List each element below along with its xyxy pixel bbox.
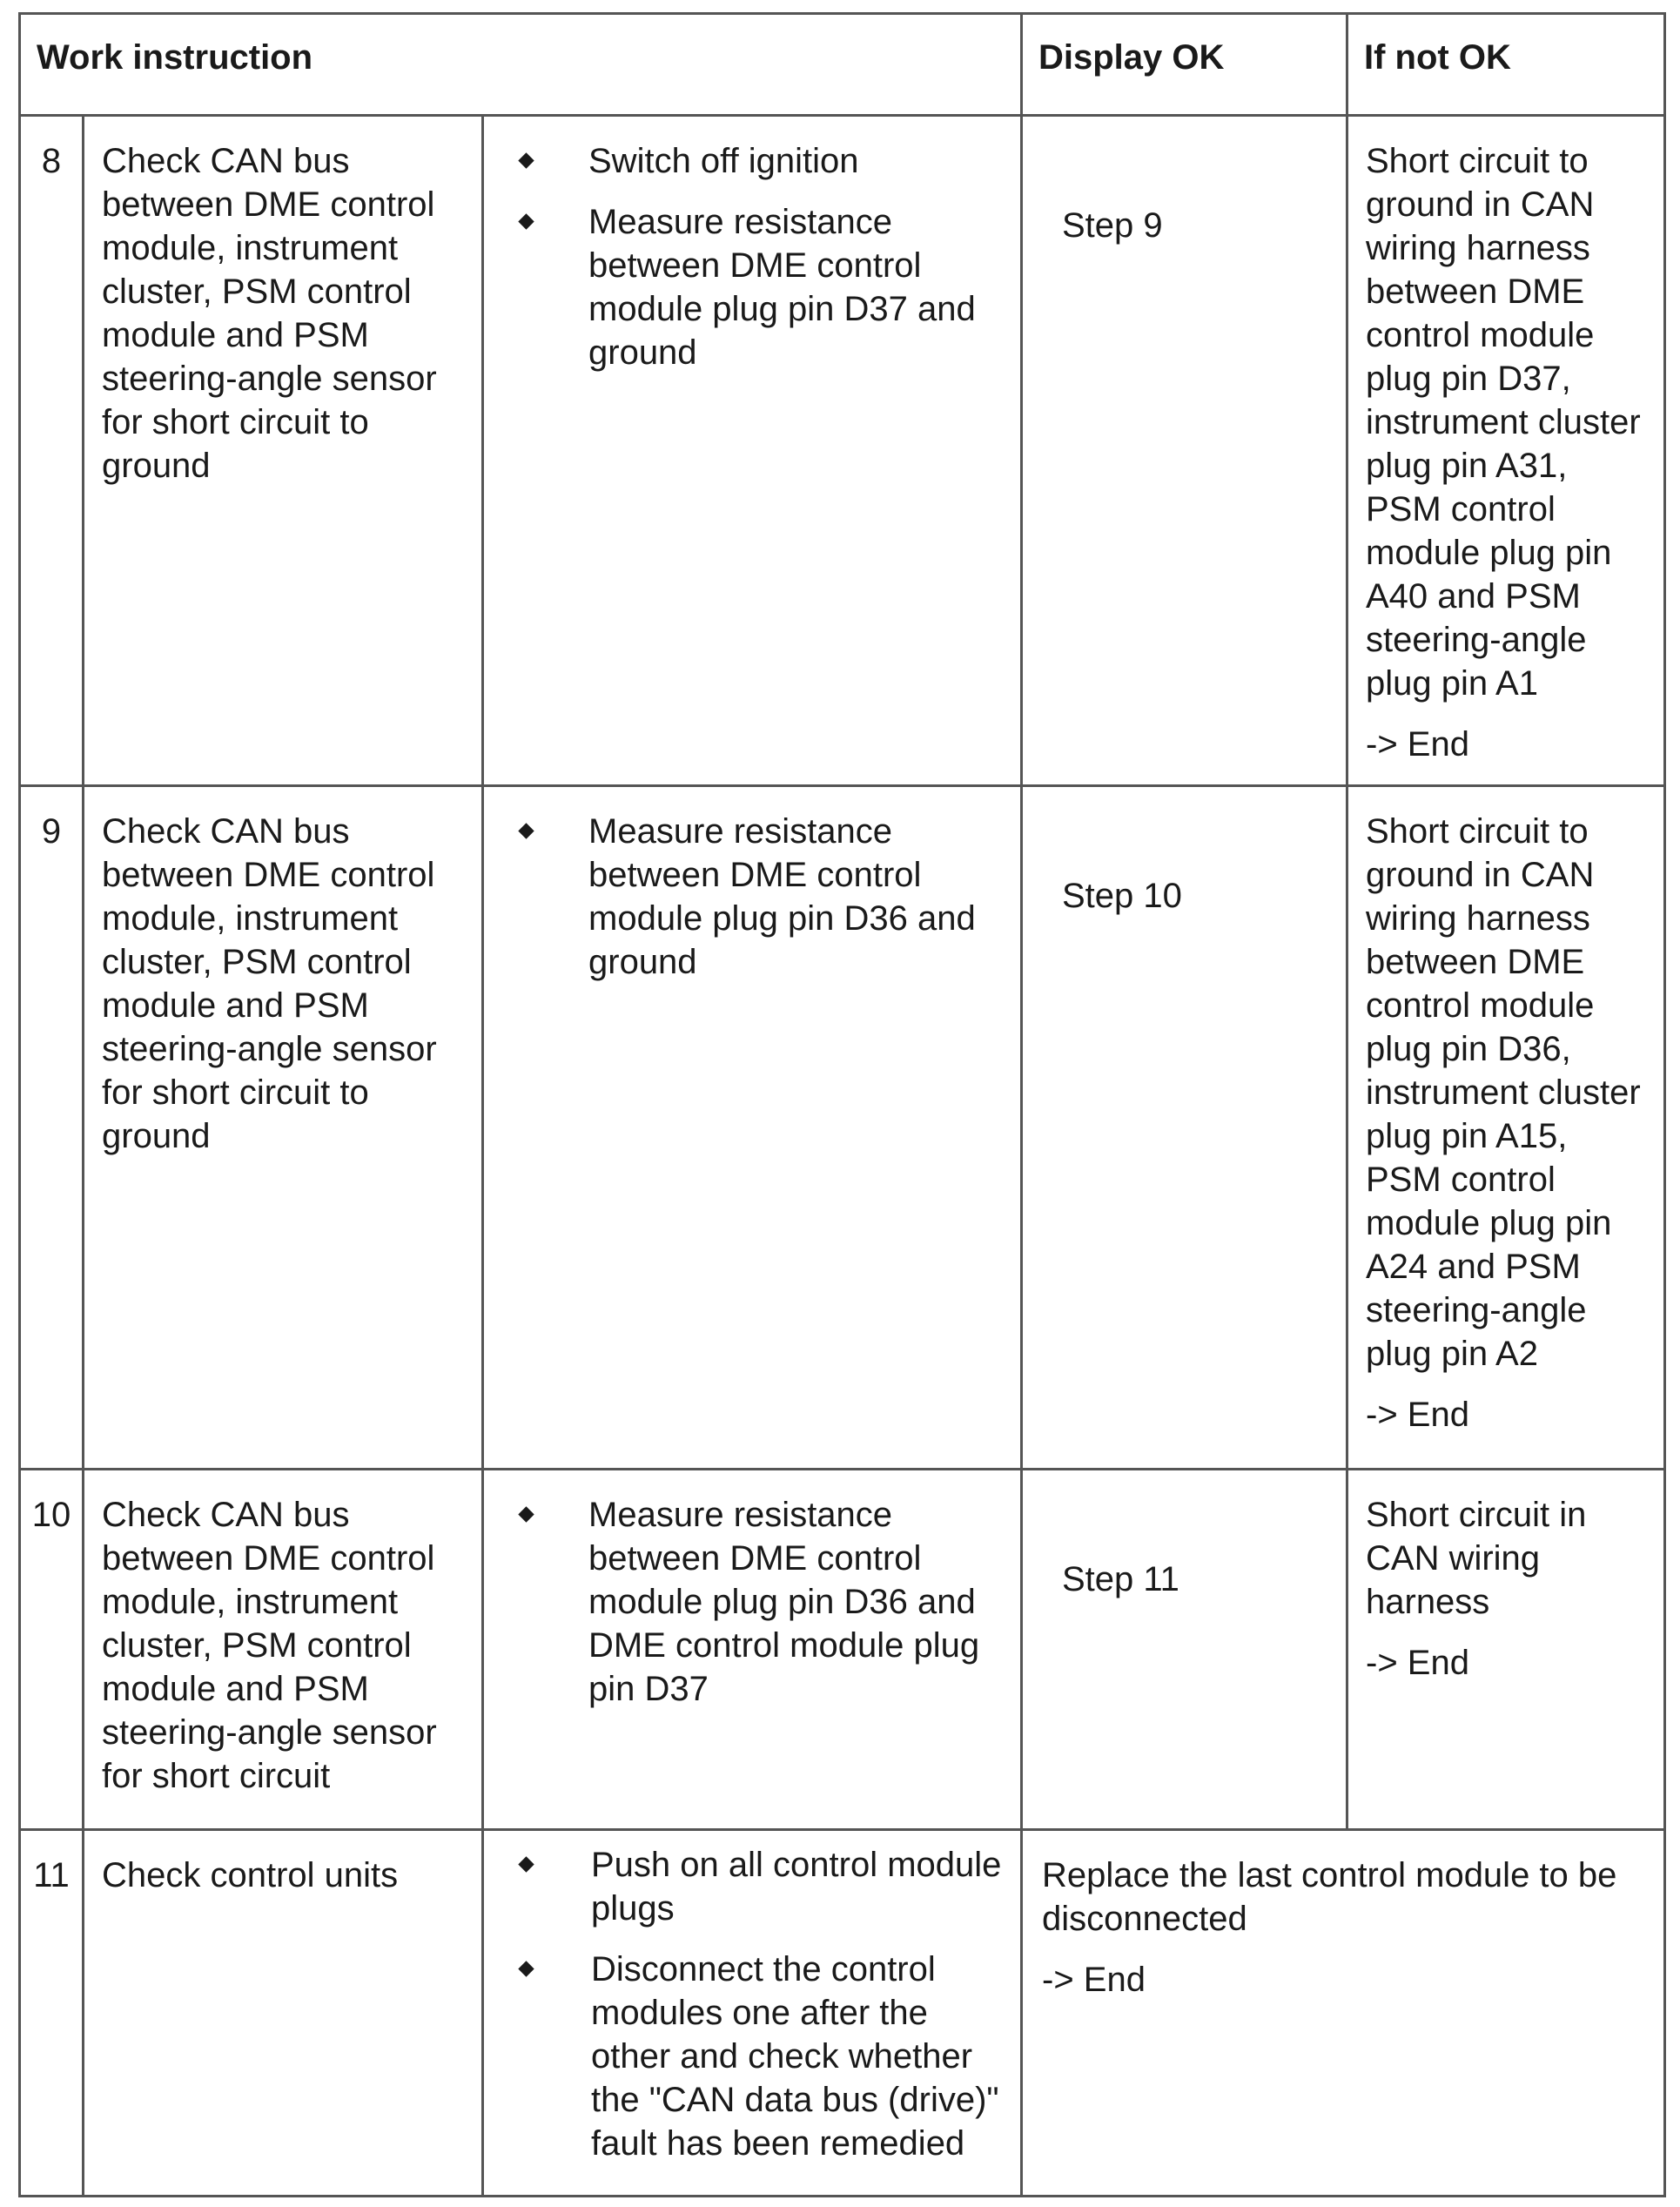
check-description: Check CAN bus between DME control module, instrument cluster, PSM control module and PSM steering-angle sensor for short circuit xyxy=(84,1470,483,1830)
actions-list xyxy=(501,810,1005,984)
if-not-ok-text: Short circuit in CAN wiring harness xyxy=(1366,1496,1587,1621)
table-row xyxy=(20,786,1665,1470)
list-item xyxy=(501,1493,1005,1711)
end-marker: -> End xyxy=(1366,1644,1469,1682)
header-work-instruction: Work instruction xyxy=(20,14,1022,116)
action-text: Disconnect the control modules one after the other and check whether the "CAN data bus (drive)" fault has been remedied xyxy=(591,1950,999,2163)
action-text: Measure resistance between DME control module plug pin D36 and DME control module plug pin D37 xyxy=(588,1496,980,1708)
list-item xyxy=(501,139,1005,183)
table-header-row xyxy=(20,14,1665,116)
action-text: Push on all control module plugs xyxy=(591,1846,1002,1928)
action-text: Switch off ignition xyxy=(588,142,859,180)
action-text: Measure resistance between DME control module plug pin D36 and ground xyxy=(588,812,976,981)
action-text: Measure resistance between DME control module plug pin D37 and ground xyxy=(588,203,976,372)
list-item xyxy=(501,200,1005,374)
display-ok-value: Step 10 xyxy=(1022,786,1347,1470)
step-number: 10 xyxy=(20,1470,84,1830)
step-number: 11 xyxy=(20,1830,84,2197)
list-item xyxy=(501,1948,1005,2165)
bullet-diamond-icon xyxy=(518,823,534,838)
actions-list xyxy=(501,1843,1005,2165)
display-ok-value: Step 9 xyxy=(1022,116,1347,786)
work-instruction-table xyxy=(18,12,1666,2197)
bullet-diamond-icon xyxy=(518,152,534,168)
check-description: Check CAN bus between DME control module, instrument cluster, PSM control module and PSM steering-angle sensor for short circuit to ground xyxy=(84,116,483,786)
step-number: 8 xyxy=(20,116,84,786)
result-text: Replace the last control module to be disconnected xyxy=(1042,1856,1617,1938)
if-not-ok-cell xyxy=(1347,1470,1665,1830)
display-ok-value: Step 11 xyxy=(1022,1470,1347,1830)
if-not-ok-text: Short circuit to ground in CAN wiring harness between DME control module plug pin D36, instrument cluster plug pin A15, PSM control module plug pin A24 and PSM steering-angle plug pin A2 xyxy=(1366,812,1641,1373)
check-description: Check control units xyxy=(84,1830,483,2197)
table-row xyxy=(20,1830,1665,2197)
header-display-ok: Display OK xyxy=(1022,14,1347,116)
end-marker: -> End xyxy=(1042,1961,1146,1999)
table-row xyxy=(20,116,1665,786)
end-marker: -> End xyxy=(1366,1396,1469,1434)
result-cell xyxy=(1022,1830,1665,2197)
actions-cell xyxy=(483,786,1022,1470)
step-number: 9 xyxy=(20,786,84,1470)
actions-cell xyxy=(483,1830,1022,2197)
bullet-diamond-icon xyxy=(518,1856,534,1872)
bullet-diamond-icon xyxy=(518,213,534,229)
table-row xyxy=(20,1470,1665,1830)
list-item xyxy=(501,810,1005,984)
actions-list xyxy=(501,1493,1005,1711)
if-not-ok-text: Short circuit to ground in CAN wiring harness between DME control module plug pin D37, instrument cluster plug pin A31, PSM control module plug pin A40 and PSM steering-angle plug pin A1 xyxy=(1366,142,1641,703)
list-item xyxy=(501,1843,1005,1930)
if-not-ok-cell xyxy=(1347,786,1665,1470)
end-marker: -> End xyxy=(1366,725,1469,764)
bullet-diamond-icon xyxy=(518,1506,534,1522)
actions-cell xyxy=(483,1470,1022,1830)
actions-cell xyxy=(483,116,1022,786)
actions-list xyxy=(501,139,1005,374)
header-if-not-ok: If not OK xyxy=(1347,14,1665,116)
check-description: Check CAN bus between DME control module, instrument cluster, PSM control module and PSM steering-angle sensor for short circuit to ground xyxy=(84,786,483,1470)
bullet-diamond-icon xyxy=(518,1961,534,1976)
if-not-ok-cell xyxy=(1347,116,1665,786)
